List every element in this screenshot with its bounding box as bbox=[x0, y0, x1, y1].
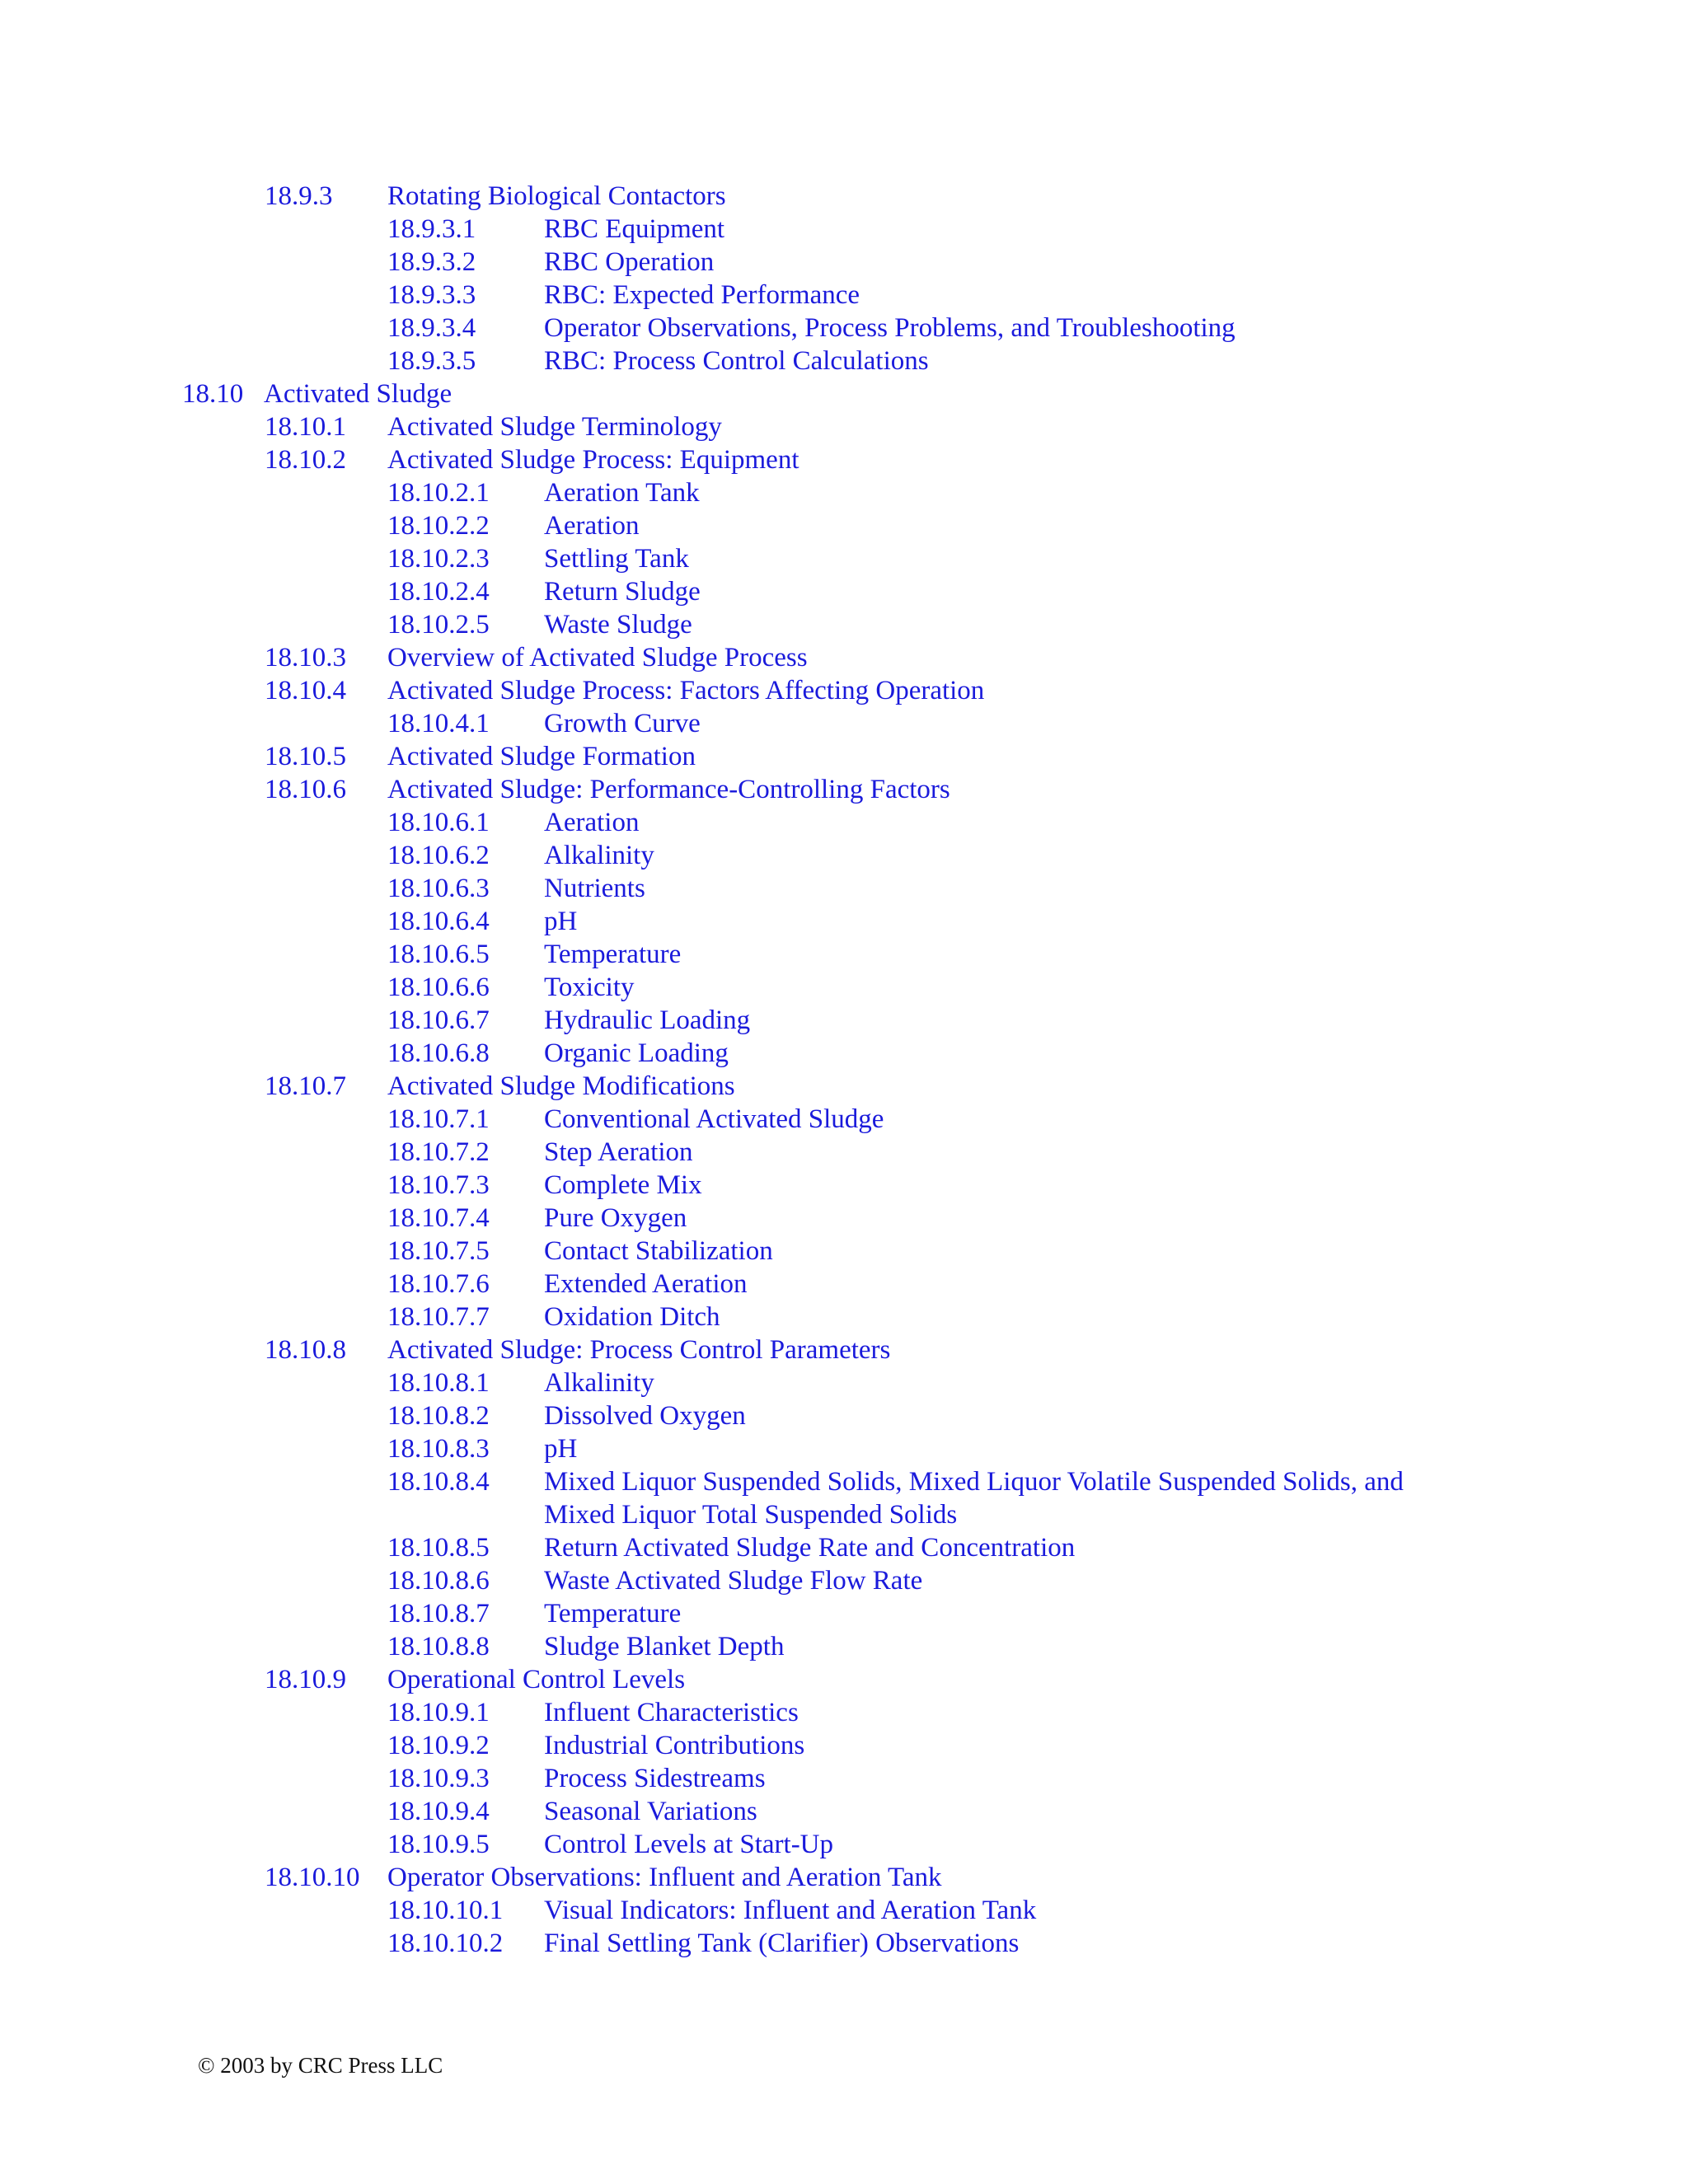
toc-entry-number: 18.10.10.1 bbox=[387, 1896, 504, 1925]
toc-entry-title: Pure Oxygen bbox=[544, 1203, 687, 1233]
toc-entry-number: 18.10.8.8 bbox=[387, 1632, 490, 1661]
toc-entry-number: 18.10.9.1 bbox=[387, 1698, 490, 1727]
toc-entry[interactable] bbox=[0, 1597, 1688, 1630]
toc-entry-number: 18.10 bbox=[182, 379, 244, 409]
toc-entry-number: 18.10.8.2 bbox=[387, 1401, 490, 1431]
toc-entry[interactable] bbox=[0, 1894, 1688, 1927]
toc-entry[interactable] bbox=[0, 1465, 1688, 1531]
toc-entry[interactable] bbox=[0, 443, 1688, 476]
toc-entry-title: Temperature bbox=[544, 1599, 682, 1629]
toc-entry-number: 18.10.6.5 bbox=[387, 940, 490, 969]
toc-entry-number: 18.10.8.7 bbox=[387, 1599, 490, 1629]
toc-entry-number: 18.10.8.4 bbox=[387, 1467, 490, 1497]
toc-entry-number: 18.10.3 bbox=[265, 643, 346, 673]
toc-entry-number: 18.10.10 bbox=[265, 1863, 360, 1892]
toc-entry[interactable] bbox=[0, 641, 1688, 674]
toc-entry[interactable] bbox=[0, 905, 1688, 938]
toc-entry-number: 18.9.3.3 bbox=[387, 280, 476, 310]
toc-entry-number: 18.10.1 bbox=[265, 412, 346, 442]
toc-entry-number: 18.10.7.2 bbox=[387, 1137, 490, 1167]
toc-entry-number: 18.10.6 bbox=[265, 775, 346, 804]
toc-entry-title: Rotating Biological Contactors bbox=[387, 181, 726, 211]
toc-entry-number: 18.10.7 bbox=[265, 1071, 346, 1101]
toc-entry[interactable] bbox=[0, 213, 1688, 246]
toc-entry[interactable] bbox=[0, 872, 1688, 905]
toc-entry-title: Return Activated Sludge Rate and Concentration bbox=[544, 1533, 1076, 1563]
toc-entry-title: Return Sludge bbox=[544, 577, 701, 607]
toc-entry-title: Activated Sludge: Process Control Parameters bbox=[387, 1335, 891, 1365]
toc-entry-title: pH bbox=[544, 1434, 578, 1464]
toc-entry-title: RBC: Expected Performance bbox=[544, 280, 860, 310]
toc-entry-title: RBC Operation bbox=[544, 247, 715, 277]
toc-entry-title: Activated Sludge Formation bbox=[387, 742, 696, 771]
toc-entry-title: Organic Loading bbox=[544, 1038, 729, 1068]
toc-entry-title: RBC Equipment bbox=[544, 214, 725, 244]
toc-entry-title: Sludge Blanket Depth bbox=[544, 1632, 785, 1661]
toc-entry[interactable] bbox=[0, 1037, 1688, 1070]
toc-entry-number: 18.10.4 bbox=[265, 676, 346, 705]
toc-entry-number: 18.10.6.3 bbox=[387, 874, 490, 903]
toc-entry[interactable] bbox=[0, 1202, 1688, 1235]
toc-entry[interactable] bbox=[0, 971, 1688, 1004]
toc-entry-title: Activated Sludge Modifications bbox=[387, 1071, 735, 1101]
toc-entry-title: Waste Activated Sludge Flow Rate bbox=[544, 1566, 923, 1596]
toc-entry-title: pH bbox=[544, 907, 578, 936]
toc-entry[interactable] bbox=[0, 1861, 1688, 1894]
toc-entry-number: 18.10.2.5 bbox=[387, 610, 490, 640]
toc-entry-number: 18.10.6.1 bbox=[387, 808, 490, 837]
toc-entry-number: 18.10.8.5 bbox=[387, 1533, 490, 1563]
toc-entry-title: Mixed Liquor Suspended Solids, Mixed Liquor Volatile Suspended Solids, and Mixed Liquor Total Suspended Solids bbox=[544, 1467, 1404, 1530]
toc-entry-title: Activated Sludge Process: Equipment bbox=[387, 445, 799, 475]
toc-entry-title: Activated Sludge: Performance-Controlling Factors bbox=[387, 775, 950, 804]
toc-entry-number: 18.10.4.1 bbox=[387, 709, 490, 738]
toc-entry-title: Growth Curve bbox=[544, 709, 701, 738]
toc-entry-title: Operational Control Levels bbox=[387, 1665, 686, 1694]
toc-entry[interactable] bbox=[0, 1762, 1688, 1795]
toc-entry[interactable] bbox=[0, 740, 1688, 773]
toc-entry[interactable] bbox=[0, 312, 1688, 344]
toc-entry[interactable] bbox=[0, 279, 1688, 312]
toc-entry-number: 18.9.3.2 bbox=[387, 247, 476, 277]
toc-entry-number: 18.10.7.7 bbox=[387, 1302, 490, 1332]
toc-entry-number: 18.10.8.6 bbox=[387, 1566, 490, 1596]
toc-entry-title: Waste Sludge bbox=[544, 610, 692, 640]
toc-entry-number: 18.10.2.3 bbox=[387, 544, 490, 574]
table-of-contents bbox=[0, 180, 1688, 1960]
toc-entry[interactable] bbox=[0, 1729, 1688, 1762]
toc-entry-number: 18.10.9 bbox=[265, 1665, 346, 1694]
toc-entry[interactable] bbox=[0, 938, 1688, 971]
toc-entry[interactable] bbox=[0, 1169, 1688, 1202]
toc-entry-title: Overview of Activated Sludge Process bbox=[387, 643, 808, 673]
toc-entry-number: 18.10.6.8 bbox=[387, 1038, 490, 1068]
toc-entry[interactable] bbox=[0, 674, 1688, 707]
toc-entry-title: Complete Mix bbox=[544, 1170, 702, 1200]
toc-entry-number: 18.10.6.6 bbox=[387, 972, 490, 1002]
toc-entry-number: 18.10.10.2 bbox=[387, 1929, 504, 1958]
toc-entry-title: Aeration Tank bbox=[544, 478, 700, 508]
toc-entry[interactable] bbox=[0, 1696, 1688, 1729]
toc-entry[interactable] bbox=[0, 1531, 1688, 1564]
toc-entry-title: Toxicity bbox=[544, 972, 635, 1002]
toc-entry[interactable] bbox=[0, 575, 1688, 608]
toc-entry-number: 18.10.7.6 bbox=[387, 1269, 490, 1299]
toc-entry-number: 18.10.9.3 bbox=[387, 1764, 490, 1793]
toc-entry[interactable] bbox=[0, 1136, 1688, 1169]
toc-entry-number: 18.9.3.4 bbox=[387, 313, 476, 343]
toc-entry-title: Operator Observations: Influent and Aeration Tank bbox=[387, 1863, 942, 1892]
toc-entry-number: 18.9.3.5 bbox=[387, 346, 476, 376]
toc-entry-title: Influent Characteristics bbox=[544, 1698, 799, 1727]
toc-entry-title: Process Sidestreams bbox=[544, 1764, 766, 1793]
toc-entry[interactable] bbox=[0, 1070, 1688, 1103]
toc-entry-number: 18.10.9.5 bbox=[387, 1830, 490, 1859]
toc-entry-title: Hydraulic Loading bbox=[544, 1005, 751, 1035]
toc-entry[interactable] bbox=[0, 1301, 1688, 1333]
toc-entry[interactable] bbox=[0, 1828, 1688, 1861]
toc-entry-number: 18.10.7.4 bbox=[387, 1203, 490, 1233]
toc-entry[interactable] bbox=[0, 1004, 1688, 1037]
toc-entry-number: 18.10.2.1 bbox=[387, 478, 490, 508]
toc-entry-number: 18.9.3.1 bbox=[387, 214, 476, 244]
toc-entry[interactable] bbox=[0, 707, 1688, 740]
toc-entry[interactable] bbox=[0, 1432, 1688, 1465]
toc-entry-title: Settling Tank bbox=[544, 544, 689, 574]
toc-entry-number: 18.10.8 bbox=[265, 1335, 346, 1365]
toc-entry[interactable] bbox=[0, 1235, 1688, 1268]
toc-entry-number: 18.9.3 bbox=[265, 181, 333, 211]
toc-entry-number: 18.10.8.1 bbox=[387, 1368, 490, 1398]
toc-entry[interactable] bbox=[0, 246, 1688, 279]
toc-entry[interactable] bbox=[0, 1268, 1688, 1301]
toc-entry-title: Visual Indicators: Influent and Aeration Tank bbox=[544, 1896, 1037, 1925]
toc-entry[interactable] bbox=[0, 377, 1688, 410]
toc-entry[interactable] bbox=[0, 1366, 1688, 1399]
toc-entry[interactable] bbox=[0, 839, 1688, 872]
toc-entry-title: Seasonal Variations bbox=[544, 1797, 757, 1826]
toc-entry[interactable] bbox=[0, 344, 1688, 377]
toc-entry-title: Control Levels at Start-Up bbox=[544, 1830, 834, 1859]
toc-entry[interactable] bbox=[0, 410, 1688, 443]
toc-entry[interactable] bbox=[0, 1795, 1688, 1828]
toc-entry-title: Operator Observations, Process Problems, and Troubleshooting bbox=[544, 313, 1236, 343]
toc-entry-title: Final Settling Tank (Clarifier) Observations bbox=[544, 1929, 1020, 1958]
toc-entry[interactable] bbox=[0, 1663, 1688, 1696]
toc-entry[interactable] bbox=[0, 1630, 1688, 1663]
toc-entry-title: Alkalinity bbox=[544, 1368, 654, 1398]
toc-entry-title: RBC: Process Control Calculations bbox=[544, 346, 929, 376]
toc-entry[interactable] bbox=[0, 1103, 1688, 1136]
toc-entry-number: 18.10.9.4 bbox=[387, 1797, 490, 1826]
toc-entry-title: Aeration bbox=[544, 511, 640, 541]
toc-entry-title: Extended Aeration bbox=[544, 1269, 748, 1299]
toc-entry-title: Step Aeration bbox=[544, 1137, 693, 1167]
toc-entry-title: Activated Sludge Terminology bbox=[387, 412, 722, 442]
toc-entry-title: Contact Stabilization bbox=[544, 1236, 773, 1266]
toc-entry-number: 18.10.6.7 bbox=[387, 1005, 490, 1035]
toc-entry-number: 18.10.6.4 bbox=[387, 907, 490, 936]
toc-entry-number: 18.10.7.3 bbox=[387, 1170, 490, 1200]
toc-entry-number: 18.10.2 bbox=[265, 445, 346, 475]
toc-entry-title: Alkalinity bbox=[544, 841, 654, 870]
toc-entry-title: Aeration bbox=[544, 808, 640, 837]
toc-entry-title: Industrial Contributions bbox=[544, 1731, 805, 1760]
toc-entry[interactable] bbox=[0, 180, 1688, 213]
toc-entry-title: Dissolved Oxygen bbox=[544, 1401, 746, 1431]
toc-entry-number: 18.10.2.4 bbox=[387, 577, 490, 607]
toc-entry[interactable] bbox=[0, 476, 1688, 509]
toc-entry[interactable] bbox=[0, 1399, 1688, 1432]
toc-entry[interactable] bbox=[0, 608, 1688, 641]
toc-entry[interactable] bbox=[0, 773, 1688, 806]
toc-entry-title: Nutrients bbox=[544, 874, 645, 903]
toc-entry-number: 18.10.7.5 bbox=[387, 1236, 490, 1266]
toc-entry[interactable] bbox=[0, 1927, 1688, 1960]
toc-entry-number: 18.10.8.3 bbox=[387, 1434, 490, 1464]
toc-entry[interactable] bbox=[0, 1564, 1688, 1597]
toc-entry-title: Activated Sludge Process: Factors Affecting Operation bbox=[387, 676, 985, 705]
copyright-footer: © 2003 by CRC Press LLC bbox=[198, 2053, 443, 2078]
toc-entry[interactable] bbox=[0, 542, 1688, 575]
toc-entry[interactable] bbox=[0, 1333, 1688, 1366]
toc-entry-number: 18.10.6.2 bbox=[387, 841, 490, 870]
toc-entry-title: Oxidation Ditch bbox=[544, 1302, 720, 1332]
toc-entry-title: Conventional Activated Sludge bbox=[544, 1104, 884, 1134]
toc-entry-title: Activated Sludge bbox=[264, 379, 452, 409]
toc-entry-number: 18.10.2.2 bbox=[387, 511, 490, 541]
toc-entry-number: 18.10.9.2 bbox=[387, 1731, 490, 1760]
toc-entry-number: 18.10.5 bbox=[265, 742, 346, 771]
toc-entry-number: 18.10.7.1 bbox=[387, 1104, 490, 1134]
toc-entry[interactable] bbox=[0, 806, 1688, 839]
toc-entry[interactable] bbox=[0, 509, 1688, 542]
toc-entry-title: Temperature bbox=[544, 940, 682, 969]
